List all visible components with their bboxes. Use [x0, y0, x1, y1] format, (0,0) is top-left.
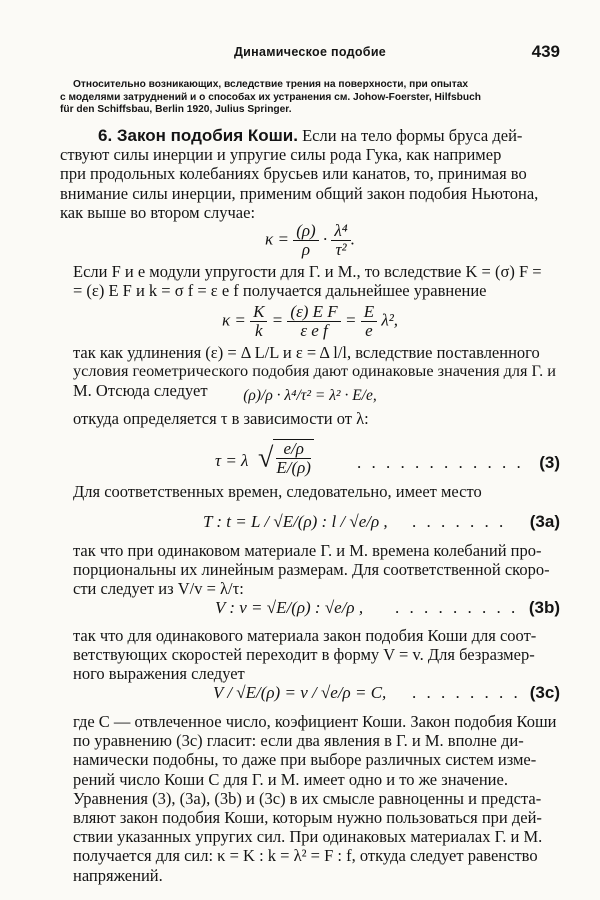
eq-denominator: ρ: [301, 240, 311, 259]
cauchy-law-paragraph: [73, 712, 561, 885]
paragraph-line: [73, 126, 561, 145]
eq-label: (3a): [529, 512, 560, 531]
eq-expression: T : t = L / √E/(ρ) : l / √e/ρ ,: [203, 512, 388, 531]
eq-denominator: e: [365, 321, 373, 340]
equation-3b: [60, 596, 560, 622]
eq-lhs: κ =: [221, 310, 246, 330]
paragraph-line: внимание силы инерции, применим общий закон подобия Ньютона,: [60, 183, 539, 203]
corresponding-times-paragraph: [73, 482, 561, 501]
paragraph-line: Уравнения (3), (3a), (3b) и (3c) в их смысле равноценны и предста-: [73, 788, 542, 808]
sqrt-icon: √: [258, 442, 274, 474]
eq-denominator: E/(ρ): [276, 458, 311, 477]
paragraph-line: намически подобны, то даже при выборе различных систем изме-: [73, 750, 537, 770]
paragraph-line: = (ε) E F и k = σ f = ε e f получается дальнейшее уравнение: [73, 281, 487, 301]
running-title: Динамическое подобие: [233, 45, 387, 59]
tau-intro-paragraph: [73, 409, 561, 428]
eq-fraction: [287, 303, 340, 340]
paragraph-line: порциональны их линейным размерам. Для соответственной скоро-: [73, 560, 550, 580]
page-number: 439: [531, 42, 560, 61]
paragraph-line: рений число Коши C для Г. и М. имеет одно и то же значение.: [73, 769, 508, 789]
eq-equals: =: [344, 310, 357, 330]
paragraph-text: Если на тело формы бруса дей-: [302, 126, 523, 145]
paragraph-line: Если F и e модули упругости для Г. и М., то вследствие K = (σ) F =: [73, 262, 542, 281]
eq-end: .: [350, 229, 355, 249]
paragraph-line: при продольных колебаниях брусьев или канатов, то, принимая во: [60, 164, 527, 184]
paragraph-line: Для соответственных времен, следовательно, имеет место: [73, 482, 482, 501]
equation-kappa-newton: [60, 222, 560, 259]
paragraph-line: ствуют силы инерции и упругие силы рода Гука, как например: [60, 145, 502, 165]
equation-kappa-elastic: [60, 303, 560, 340]
eq-leader-dots: . . . . . . . .: [412, 683, 521, 702]
eq-radicand: [273, 439, 314, 477]
velocity-law-paragraph: [73, 626, 561, 684]
equation-rho-relation: (ρ)/ρ · λ⁴/τ² = λ² · E/e,: [243, 387, 377, 404]
eq-numerator: E: [361, 303, 377, 322]
time-proportional-paragraph: [73, 541, 561, 599]
paragraph-line: так что при одинаковом материале Г. и М. времена колебаний про-: [73, 541, 542, 560]
eq-numerator: (ρ): [293, 222, 318, 241]
paragraph-line: откуда определяется τ в зависимости от λ:: [73, 409, 369, 428]
eq-lhs: κ =: [265, 229, 289, 249]
paragraph-line: вляют закон подобия Коши, которым нужно пользоваться при дей-: [73, 808, 542, 828]
paragraph-line: ствии указанных упругих сил. При одинаковых материалах Г. и М.: [73, 827, 543, 847]
eq-label: (3c): [529, 683, 560, 702]
paragraph-line: получается для сил: κ = K : k = λ² = F : f, откуда следует равенство: [73, 846, 538, 866]
paragraph-line: так как удлинения (ε) = Δ L/L и ε = Δ l/l, вследствие поставленного: [73, 343, 540, 362]
footnote-line: Относительно возникающих, вследствие трения на поверхности, при опытах: [73, 79, 469, 90]
paragraph-line: по уравнению (3c) гласит: если два явления в Г. и М. вполне ди-: [73, 731, 524, 751]
paragraph-line: как выше во втором случае:: [60, 202, 256, 222]
elastic-moduli-paragraph: [73, 262, 561, 300]
eq-numerator: K: [250, 303, 267, 322]
paragraph-line: М. Отсюда следует: [73, 381, 208, 401]
paragraph-line: сти следует из V/v = λ/τ:: [73, 579, 244, 599]
paragraph-line: где C — отвлеченное число, коэфициент Коши. Закон подобия Коши: [73, 712, 557, 731]
paragraph-line: условия геометрического подобия дают одинаковые значения для Г. и: [73, 362, 556, 381]
paragraph-line: ного выражения следует: [73, 664, 245, 684]
equation-3c: [60, 681, 560, 707]
eq-denominator: τ²: [335, 240, 347, 259]
section-intro-paragraph: [60, 126, 561, 222]
eq-tail: λ²,: [381, 310, 399, 330]
footnote: [60, 79, 561, 117]
eq-leader-dots: . . . . . . . . .: [395, 598, 519, 617]
footnote-line: с моделями затруднений и о способах их устранения см. Johow-Foerster, Hilfsbuch: [60, 91, 481, 103]
eq-leader-dots: . . . . . . . . . . . .: [357, 453, 524, 472]
equation-3: [60, 439, 560, 487]
paragraph-line: ветствующих скоростей переходит в форму V = v. Для безразмер-: [73, 645, 535, 665]
eq-leader-dots: . . . . . . .: [412, 512, 507, 531]
eq-denominator: ε e f: [300, 321, 328, 340]
eq-dot: ·: [322, 229, 328, 249]
eq-lhs: τ = λ: [215, 451, 249, 470]
eq-numerator: λ⁴: [331, 222, 350, 241]
section-title: 6. Закон подобия Коши.: [98, 126, 298, 145]
eq-fraction: [293, 222, 318, 259]
eq-fraction: [250, 303, 267, 340]
eq-numerator: (ε) E F: [287, 303, 340, 322]
eq-numerator: e/ρ: [276, 440, 311, 459]
eq-equals: =: [271, 310, 284, 330]
eq-label: (3): [539, 453, 560, 472]
eq-label: (3b): [528, 598, 560, 617]
paragraph-line: так что для одинакового материала закон подобия Коши для соот-: [73, 626, 537, 645]
eq-expression: V : v = √E/(ρ) : √e/ρ ,: [215, 598, 364, 617]
paragraph-line: напряжений.: [73, 865, 163, 885]
eq-fraction: [361, 303, 377, 340]
eq-radical: [258, 439, 314, 477]
eq-expression: V / √E/(ρ) = v / √e/ρ = C,: [213, 683, 387, 702]
eq-fraction: [276, 440, 311, 477]
equation-3a: [60, 510, 560, 536]
page-header: [60, 42, 560, 66]
eq-fraction: [331, 222, 350, 259]
footnote-line: für den Schiffsbau, Berlin 1920, Julius Springer.: [60, 104, 292, 116]
eq-denominator: k: [254, 321, 263, 340]
